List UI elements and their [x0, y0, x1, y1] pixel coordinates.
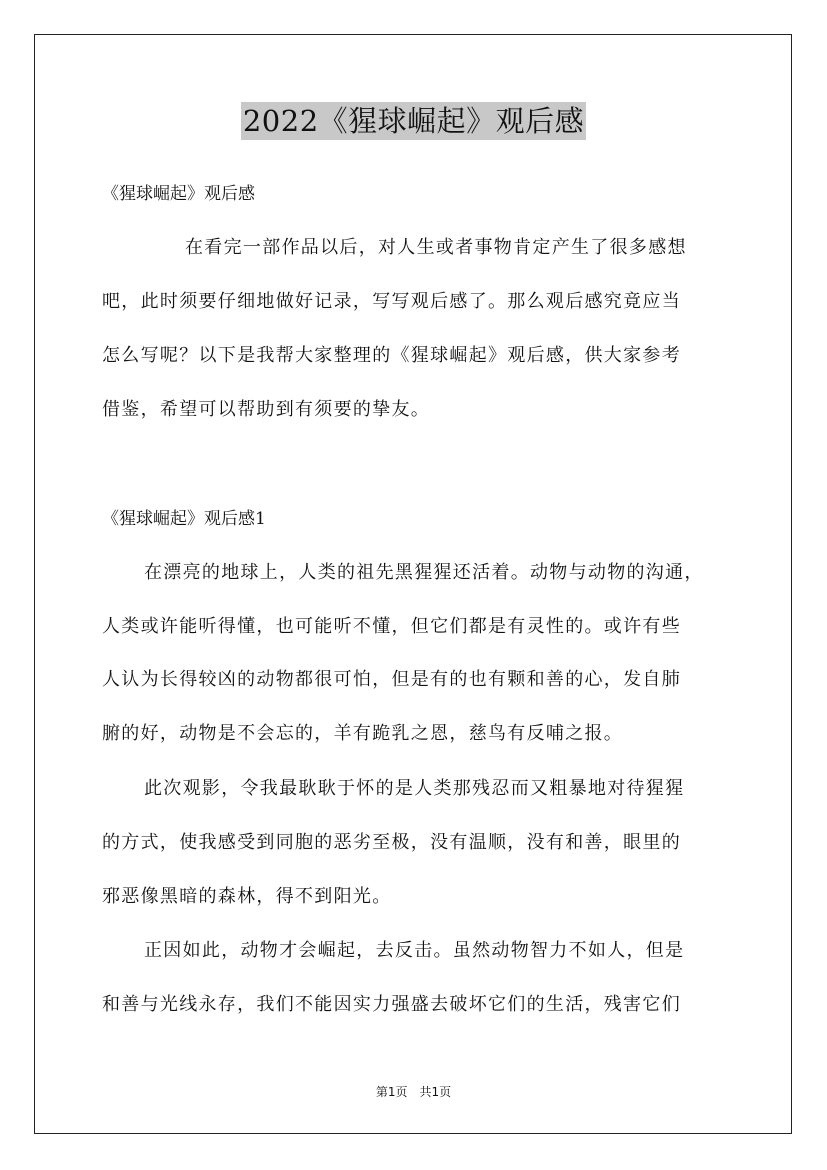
document-title: 2022《猩球崛起》观后感 [242, 104, 585, 138]
body-line: 腑的好，动物是不会忘的，羊有跪乳之恩，慈鸟有反哺之报。 [102, 723, 624, 744]
body-line: 邪恶像黑暗的森林，得不到阳光。 [102, 886, 392, 907]
body-line: 正因如此，动物才会崛起，去反击。虽然动物智力不如人，但是 [144, 940, 685, 961]
section-heading: 《猩球崛起》观后感1 [102, 509, 266, 529]
title-container [0, 102, 827, 140]
intro-line: 怎么写呢？以下是我帮大家整理的《猩球崛起》观后感，供大家参考 [102, 345, 681, 366]
intro-line: 借鉴，希望可以帮助到有须要的挚友。 [102, 399, 431, 420]
intro-line: 在看完一部作品以后，对人生或者事物肯定产生了很多感想 [185, 237, 687, 258]
page-footer: 第1页 共1页 [375, 1085, 452, 1099]
body-line: 此次观影，令我最耿耿于怀的是人类那残忍而又粗暴地对待猩猩 [144, 778, 685, 799]
body-line: 的方式，使我感受到同胞的恶劣至极，没有温顺，没有和善，眼里的 [102, 832, 681, 853]
body-line: 在漂亮的地球上，人类的祖先黑猩猩还活着。动物与动物的沟通， [144, 562, 704, 583]
body-line: 人类或许能听得懂，也可能听不懂，但它们都是有灵性的。或许有些 [102, 616, 681, 637]
intro-line: 吧，此时须要仔细地做好记录，写写观后感了。那么观后感究竟应当 [102, 291, 681, 312]
body-line: 和善与光线永存，我们不能因实力强盛去破坏它们的生活，残害它们 [102, 994, 681, 1015]
body-line: 人认为长得较凶的动物都很可怕，但是有的也有颗和善的心，发自肺 [102, 669, 681, 690]
intro-heading: 《猩球崛起》观后感 [102, 184, 255, 204]
